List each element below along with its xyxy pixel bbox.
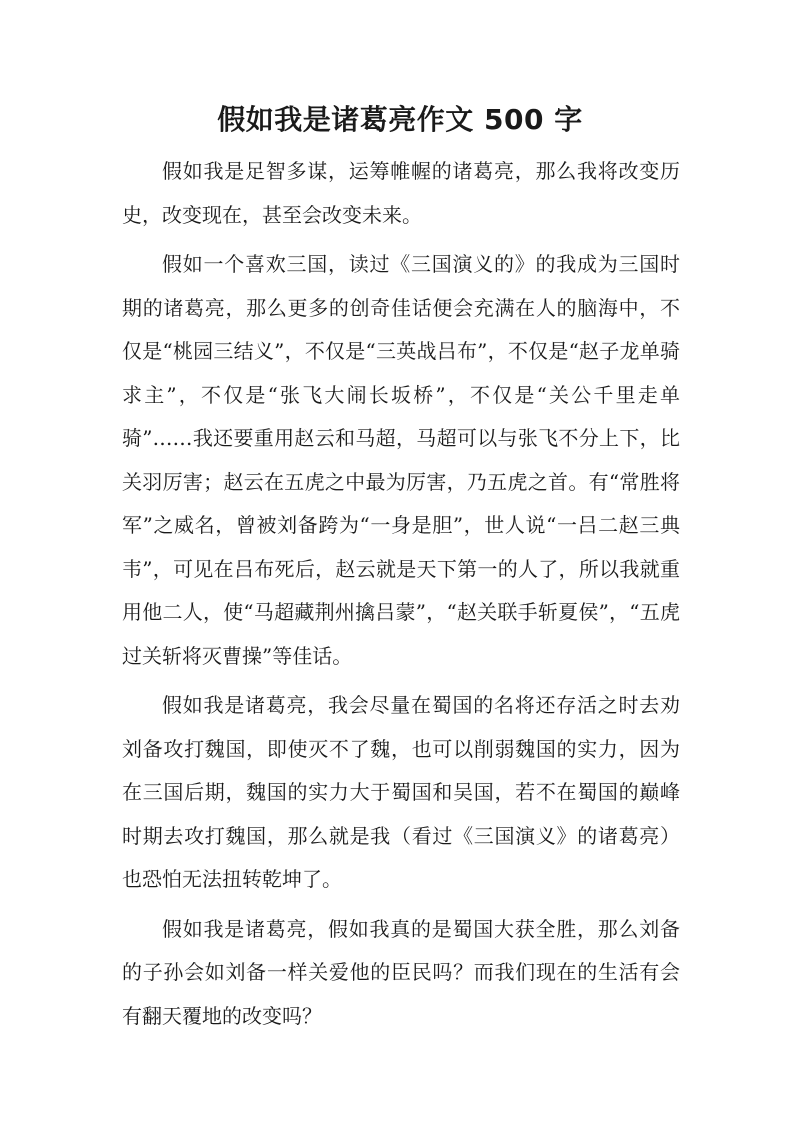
paragraph-3: 假如我是诸葛亮，我会尽量在蜀国的名将还存活之时去劝刘备攻打魏国，即使灭不了魏，也可以削弱魏国的实力，因为在三国后期，魏国的实力大于蜀国和吴国，若不在蜀国的巅峰时期去攻打魏国，那么就是我（看过《三国演义》的诸葛亮）也恐怕无法扭转乾坤了。	[122, 693, 680, 891]
paragraph-1: 假如我是足智多谋，运筹帷幄的诸葛亮，那么我将改变历史，改变现在，甚至会改变未来。	[122, 159, 680, 227]
paragraph-4: 假如我是诸葛亮，假如我真的是蜀国大获全胜，那么刘备的子孙会如刘备一样关爱他的臣民吗？而我们现在的生活有会有翻天覆地的改变吗？	[122, 916, 680, 1028]
document-title: 假如我是诸葛亮作文 500 字	[217, 103, 583, 136]
paragraph-2: 假如一个喜欢三国，读过《三国演义的》的我成为三国时期的诸葛亮，那么更多的创奇佳话便会充满在人的脑海中，不仅是“桃园三结义”，不仅是“三英战吕布”，不仅是“赵子龙单骑求主”，不仅是“张飞大闹长坂桥”，不仅是“关公千里走单骑”……我还要重用赵云和马超，马超可以与张飞不分上下，比关羽厉害；赵云在五虎之中最为厉害，乃五虎之首。有“常胜将军”之威名，曾被刘备跨为“一身是胆”，世人说“一吕二赵三典韦”，可见在吕布死后，赵云就是天下第一的人了，所以我就重用他二人，使“马超藏荆州擒吕蒙”，“赵关联手斩夏侯”，“五虎过关斩将灭曹操”等佳话。	[122, 252, 680, 668]
document-body	[122, 150, 680, 1044]
